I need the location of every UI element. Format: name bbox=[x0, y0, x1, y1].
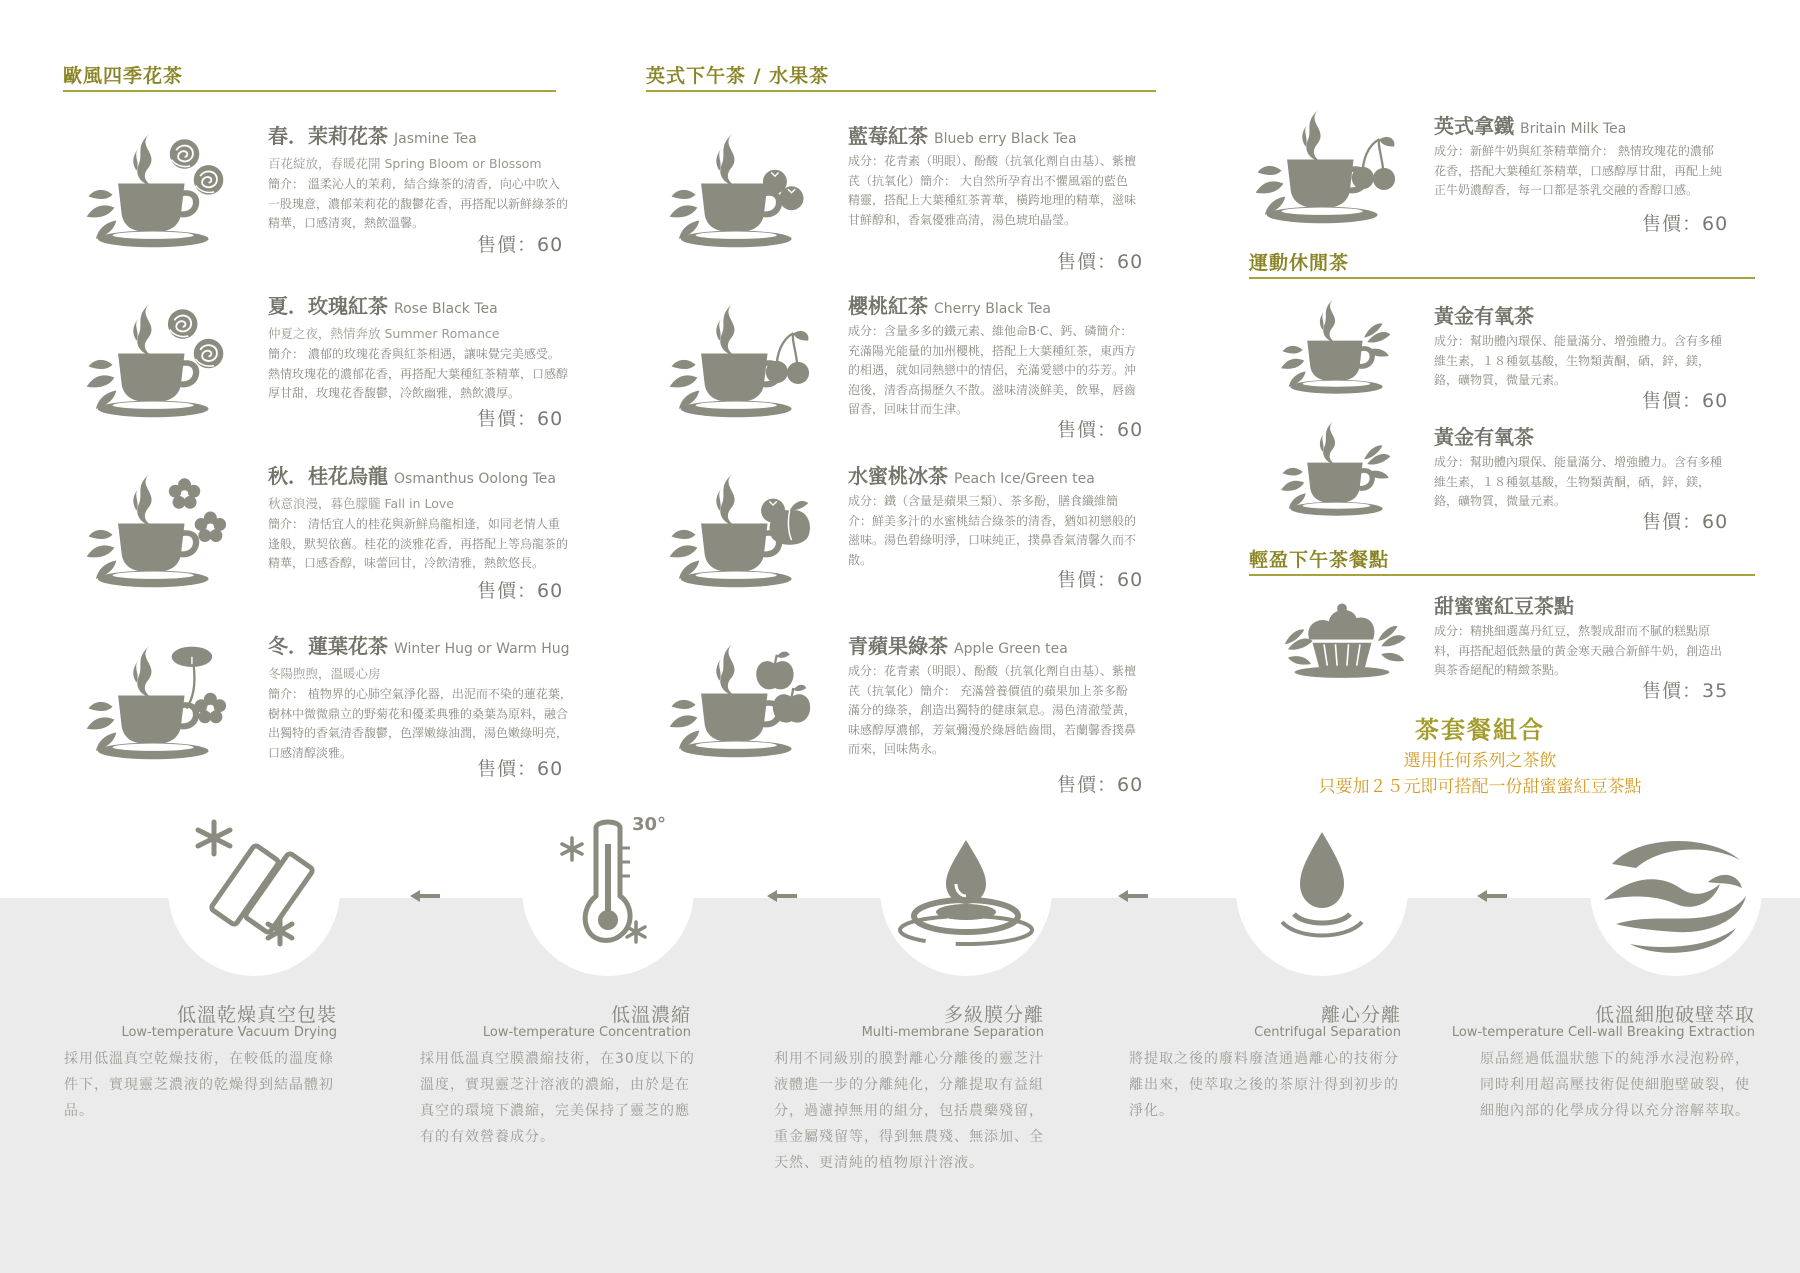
item-description: 簡介： 清恬宜人的桂花與新鮮烏龍相逢，如同老情人重逢般，默契依舊。桂花的淡雅花香，再搭配上等烏龍茶的精華，口感香醇，味蕾回甘，冷飲清雅，熱飲悠長。 bbox=[268, 517, 569, 570]
combo-title: 茶套餐組合 bbox=[1415, 716, 1545, 744]
item-name-en: Rose Black Tea bbox=[394, 301, 498, 317]
menu-text-blueberry bbox=[848, 120, 1138, 230]
process-step-en: Low-temperature Cell-wall Breaking Extraction bbox=[1451, 1025, 1755, 1040]
item-name-en: Blueb erry Black Tea bbox=[934, 131, 1077, 147]
section-header-snack bbox=[1249, 546, 1755, 576]
menu-text-red-bean-snack bbox=[1434, 590, 1724, 681]
process-step-title: 離心分離 bbox=[1320, 1004, 1401, 1026]
item-price: 售價：60 bbox=[477, 408, 564, 430]
item-name-en: Britain Milk Tea bbox=[1520, 121, 1627, 137]
cup-with-leaves-icon bbox=[1268, 296, 1408, 396]
process-step-title: 低溫細胞破壁萃取 bbox=[1594, 1004, 1755, 1026]
item-description: 簡介： 植物界的心肺空氣淨化器，出泥而不染的蓮花葉，樹林中微微鼎立的野菊花和優柔典雅的桑葉為原料，融合出獨特的香氣清香馥鬱，色澤嫩綠油潤，湯色嫩綠明亮，口感清醇淡雅。 bbox=[268, 687, 572, 760]
item-subtitle: 秋意浪漫，暮色朦朧 Fall in Love bbox=[268, 496, 454, 511]
item-price: 售價：60 bbox=[1642, 390, 1729, 412]
cup-with-roses-icon bbox=[75, 300, 235, 420]
process-step-desc: 採用低溫真空乾燥技術，在較低的溫度條件下，實現靈芝濃液的乾燥得到結晶體初品。 bbox=[64, 1051, 334, 1119]
menu-text-apple bbox=[848, 630, 1138, 760]
process-step-en: Low-temperature Vacuum Drying bbox=[121, 1025, 337, 1040]
section-header-seasonal bbox=[63, 62, 556, 92]
process-step-circle bbox=[880, 804, 1052, 976]
item-description: 成分：鐵（含量是蘋果三類）、茶多酚，膳食纖維簡介：鮮美多汁的水蜜桃結合綠茶的清香，猶如初戀般的滋味。湯色碧綠明淨，口味純正，撲鼻香氣清馨久而不散。 bbox=[848, 494, 1137, 567]
item-name: 黃金有氧茶 bbox=[1434, 304, 1534, 328]
menu-text-jasmine bbox=[268, 120, 568, 234]
item-name: 甜蜜蜜紅豆茶點 bbox=[1434, 594, 1574, 618]
item-description: 簡介： 濃郁的玫瑰花香與紅茶相遇，讓味覺完美感受。熱情玫瑰花的濃郁花香，再搭配大葉種紅茶精華，口感醇厚甘甜，玫瑰花香馥鬱，冷飲幽雅，熱飲濃厚。 bbox=[268, 347, 569, 400]
process-step-title: 低溫乾燥真空包裝 bbox=[176, 1004, 337, 1026]
section-header-sport bbox=[1249, 249, 1755, 279]
item-name: 秋．桂花烏龍 bbox=[268, 464, 388, 488]
item-description: 成分：新鮮牛奶與紅茶精華簡介： 熱情玫瑰花的濃郁花香，搭配大葉種紅茶精華，口感醇厚甘甜，再配上純正牛奶濃醇香，每一口都是茶乳交融的香醇口感。 bbox=[1434, 144, 1723, 197]
section-title: 歐風四季花茶 bbox=[63, 65, 184, 87]
menu-text-cherry bbox=[848, 290, 1138, 420]
section-header-afternoon bbox=[646, 62, 1156, 92]
cup-with-lotus-icon bbox=[75, 642, 235, 762]
menu-item-red-bean-snack bbox=[1272, 592, 1412, 682]
item-price: 售價：60 bbox=[1057, 419, 1144, 441]
section-title: 運動休閒茶 bbox=[1249, 252, 1350, 274]
item-description: 成分：花青素（明眼）、酚酸（抗氧化劑自由基）、紫檀芪（抗氧化）簡介： 充滿營養價值的蘋果加上茶多酚滿分的綠茶，創造出獨特的健康氣息。湯色清澈瑩黃，味感醇厚濃郁，芳氣彌漫於綠唇皓齒間，若蘭馨香撲鼻而來，回味雋永。 bbox=[848, 664, 1137, 756]
item-price: 售價：60 bbox=[1057, 774, 1144, 796]
item-name: 春．茉莉花茶 bbox=[268, 124, 388, 148]
item-price: 售價：60 bbox=[1642, 511, 1729, 533]
item-name-en: Winter Hug or Warm Hug bbox=[394, 641, 570, 657]
item-price: 售價：60 bbox=[1057, 569, 1144, 591]
cup-with-apples-icon bbox=[658, 640, 818, 760]
cup-with-blueberry-icon bbox=[658, 130, 818, 250]
process-step-desc: 利用不同級別的膜對離心分離後的靈芝汁液體進一步的分離純化，分離提取有益組分，過濾掉無用的組分，包括農藥殘留，重金屬殘留等，得到無農殘、無添加、全天然、更清純的植物原汁溶液。 bbox=[774, 1051, 1044, 1171]
item-description: 成分：含量多多的鐵元素、維他命B‧C、鈣、磷簡介： 充滿陽光能量的加州櫻桃，搭配上大葉種紅茶，東西方的相遇，就如同熱戀中的情侶，充滿愛戀中的芬芳。沖泡後，清香高揚歷久不散。滋味清淡鮮美，飲畢，唇齒留香，回味甘而生津。 bbox=[848, 324, 1137, 416]
menu-text-rose bbox=[268, 290, 568, 404]
process-step-desc: 採用低溫真空膜濃縮技術，在30度以下的溫度，實現靈芝汁溶液的濃縮，由於是在真空的環境下濃縮，完美保持了靈芝的應有的有效營養成分。 bbox=[420, 1051, 695, 1145]
section-title: 輕盈下午茶餐點 bbox=[1249, 549, 1390, 571]
droplet-ripple-icon bbox=[1236, 804, 1408, 976]
cup-with-cherry-icon bbox=[658, 300, 818, 420]
arrow-left-icon bbox=[767, 890, 797, 902]
item-name-en: Osmanthus Oolong Tea bbox=[394, 471, 556, 487]
process-step-en: Centrifugal Separation bbox=[1254, 1025, 1401, 1040]
arrow-left-icon bbox=[410, 890, 440, 902]
item-name: 英式拿鐵 bbox=[1434, 114, 1514, 138]
cup-with-peach-icon bbox=[658, 470, 818, 590]
item-name: 青蘋果綠茶 bbox=[848, 634, 948, 658]
item-price: 售價：35 bbox=[1642, 680, 1729, 702]
menu-text-osmanthus bbox=[268, 460, 568, 574]
section-title: 英式下午茶 / 水果茶 bbox=[646, 65, 830, 87]
item-description: 成分：花青素（明眼）、酚酸（抗氧化劑自由基）、紫檀芪（抗氧化）簡介： 大自然所孕育出不懼風霜的藍色精靈，搭配上大葉種紅茶菁華，橫跨地理的精華，滋味甘鮮醇和，香氣優雅高清，湯色琥珀晶瑩。 bbox=[848, 154, 1137, 227]
process-step-title: 多級膜分離 bbox=[943, 1004, 1044, 1026]
menu-text-golden-aerobic-2 bbox=[1434, 421, 1724, 512]
item-subtitle: 冬陽煦煦，溫暖心房 bbox=[268, 666, 381, 681]
item-name: 水蜜桃冰茶 bbox=[848, 464, 948, 488]
thermometer-icon bbox=[522, 804, 694, 976]
item-price: 售價：60 bbox=[1057, 251, 1144, 273]
combo-line-2: 只要加２５元即可搭配一份甜蜜蜜紅豆茶點 bbox=[1318, 777, 1642, 797]
cup-with-cherry-icon bbox=[1244, 106, 1404, 226]
menu-item-milk-tea bbox=[1244, 106, 1404, 236]
item-description: 成分：精挑細選萬丹紅豆，熬製成甜而不膩的糕點原料，再搭配超低熱量的黃金寒天融合新鮮牛奶，創造出與茶香絕配的精緻茶點。 bbox=[1434, 624, 1723, 677]
menu-text-lotus bbox=[268, 630, 578, 763]
process-step-en: Low-temperature Concentration bbox=[482, 1025, 691, 1040]
menu-item-cherry bbox=[658, 300, 818, 430]
arrow-left-icon bbox=[1118, 890, 1148, 902]
item-name: 櫻桃紅茶 bbox=[848, 294, 928, 318]
cup-with-leaves-icon bbox=[1268, 418, 1408, 518]
item-description: 成分：幫助體內環保、能量滿分、增強體力。含有多種維生素，１８種氨基酸，生物類黃酮，硒，鋅，鎂，鉻，礦物質，微量元素。 bbox=[1434, 334, 1723, 387]
menu-text-milk-tea bbox=[1434, 110, 1724, 201]
process-step-circle bbox=[522, 804, 694, 976]
item-description: 簡介： 溫柔沁人的茉莉，結合綠茶的清香，向心中吹入一股瑰意，濃郁茉莉花的馥鬱花香，再搭配以新鮮綠茶的精華，口感清爽，熱飲溫馨。 bbox=[268, 177, 569, 230]
item-price: 售價：60 bbox=[1642, 213, 1729, 235]
menu-item-golden-aerobic-1 bbox=[1268, 296, 1408, 396]
menu-item-golden-aerobic-2 bbox=[1268, 418, 1408, 518]
item-name: 藍莓紅茶 bbox=[848, 124, 928, 148]
menu-text-golden-aerobic-1 bbox=[1434, 300, 1724, 391]
menu-item-peach bbox=[658, 470, 818, 600]
arrow-left-icon bbox=[1477, 890, 1507, 902]
cup-with-roses-icon bbox=[75, 130, 235, 250]
menu-item-apple bbox=[658, 640, 818, 770]
wave-icon bbox=[1590, 804, 1762, 976]
item-name: 夏．玫瑰紅茶 bbox=[268, 294, 388, 318]
combo-line-1: 選用任何系列之茶飲 bbox=[1403, 751, 1557, 771]
item-price: 售價：60 bbox=[477, 580, 564, 602]
cup-with-osmanthus-icon bbox=[75, 470, 235, 590]
menu-text-peach bbox=[848, 460, 1138, 570]
menu-item-blueberry bbox=[658, 130, 818, 260]
temperature-badge: 30° bbox=[632, 814, 667, 835]
process-step-desc: 原品經過低溫狀態下的純淨水浸泡粉碎，同時利用超高壓技術促使細胞壁破裂，使細胞內部的化學成分得以充分溶解萃取。 bbox=[1480, 1051, 1750, 1119]
process-step-circle bbox=[168, 804, 340, 976]
process-step-desc: 將提取之後的廢料廢渣通過離心的技術分離出來，使萃取之後的茶原汁得到初步的淨化。 bbox=[1129, 1051, 1399, 1119]
item-subtitle: 百花綻放，春暖花開 Spring Bloom or Blossom bbox=[268, 156, 542, 171]
item-name: 黃金有氧茶 bbox=[1434, 425, 1534, 449]
item-price: 售價：60 bbox=[477, 234, 564, 256]
droplet-rings-icon bbox=[880, 804, 1052, 976]
item-name-en: Peach Ice/Green tea bbox=[954, 471, 1095, 487]
item-name-en: Cherry Black Tea bbox=[934, 301, 1051, 317]
process-step-title: 低溫濃縮 bbox=[610, 1004, 691, 1026]
cupcake-icon bbox=[1272, 592, 1412, 682]
item-description: 成分：幫助體內環保、能量滿分、增強體力。含有多種維生素，１８種氨基酸，生物類黃酮，硒，鋅，鎂，鉻，礦物質，微量元素。 bbox=[1434, 455, 1723, 508]
item-name-en: Apple Green tea bbox=[954, 641, 1068, 657]
process-step-en: Multi-membrane Separation bbox=[861, 1025, 1044, 1040]
item-name-en: Jasmine Tea bbox=[394, 131, 477, 147]
process-step-circle bbox=[1236, 804, 1408, 976]
vacuum-pack-snowflake-icon bbox=[168, 804, 340, 976]
item-price: 售價：60 bbox=[477, 758, 564, 780]
item-name: 冬．蓮葉花茶 bbox=[268, 634, 388, 658]
process-step-circle bbox=[1590, 804, 1762, 976]
item-subtitle: 仲夏之夜，熱情奔放 Summer Romance bbox=[268, 326, 500, 341]
